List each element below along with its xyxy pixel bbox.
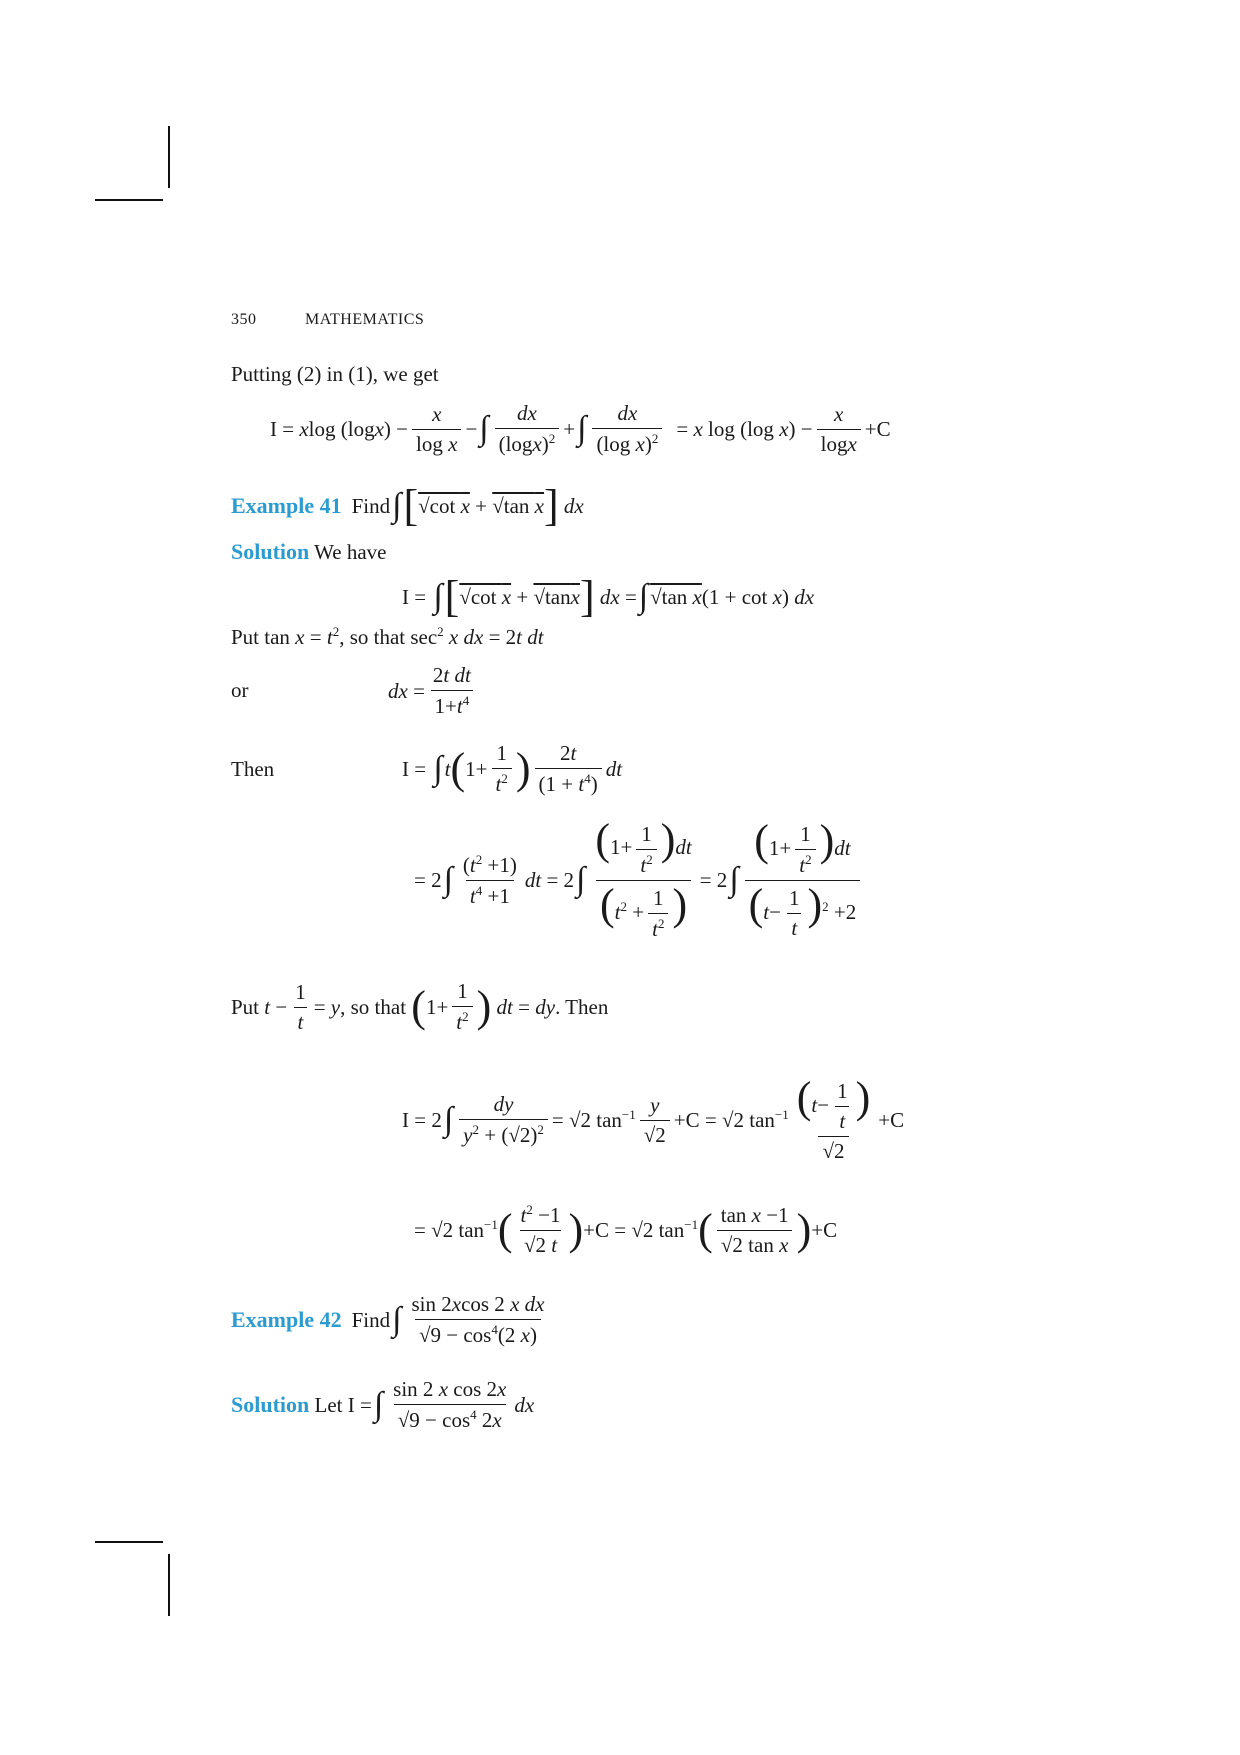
substitution-1: Put $\tan x = t^2$, so that $\sec^2 x$ dx = 2t dt — [231, 624, 544, 649]
example-41-label: Example 41 — [231, 493, 342, 518]
equation-4: I = ∫ t ( 1+ $\frac{1}{t^2}$ ) $\frac{2t}{(1 + t^4)}$ dt — [402, 741, 623, 796]
example-42: Example 42 Find ∫ $\frac{\text{sin 2xcos 2 x dx}}{√9 - \cos^4(2 x)}$ — [231, 1292, 545, 1347]
example-41: Example 41 Find ∫ [ √cot x + √tan x ] dx — [231, 481, 584, 530]
equation-6: I = 2 ∫ $\frac{dy}{y^2 + (√2)^2}$ = √2 $\tan^{-1}$ $\frac{y}{√2}$ +C = √2 $\tan^{-1}$ (t− $\frac{1}{t}$ ) √2 +C — [402, 1072, 905, 1164]
equation-1: I = xlog (logx) − $\frac{x}{\text{log x}}$ − ∫ $\frac{dx}{(\log x)^2}$ + ∫ $\frac{dx}{(\log x)^2}$ = x log (log x) − $\frac{x}{\log x}$ +C — [270, 401, 891, 456]
example-42-label: Example 42 — [231, 1307, 342, 1332]
equation-5: = 2 ∫ $\frac{(t^2 +1)}{t^4 +1}$ dt = 2 ∫ (1+ $\frac{1}{t^2}$ )dt ($t^2$ + $\frac{1}{t^2}$ ) = 2 ∫ (1+ $\frac{1}{t^2}$ )dt (t− $\frac{1}{t}$ )$^2$ +2 — [414, 820, 864, 940]
intro-text: Putting (2) in (1), we get — [231, 362, 439, 386]
solution-41-label: Solution — [231, 539, 310, 564]
crop-mark — [168, 126, 170, 188]
crop-mark — [95, 1541, 163, 1543]
crop-mark — [95, 199, 163, 201]
substitution-2: Put t − $\frac{1}{t}$ = y, so that ( 1+ $\frac{1}{t^2}$ ) dt = dy. Then — [231, 979, 609, 1034]
solution-41: Solution We have — [231, 539, 387, 564]
solution-42-label: Solution — [231, 1392, 310, 1417]
equation-3: dx = $\frac{\text{2t dt}}{1+t^4}$ — [388, 660, 479, 722]
equation-7: = √2 $\tan^{-1}$ ( $\frac{t^2 -1}{√2 t}$ ) +C = √2 $\tan^{-1}$ ( $\frac{\text{tan x −1}}{\text{√2 tan x}}$ ) +C — [414, 1202, 838, 1257]
running-title: MATHEMATICS — [305, 311, 425, 328]
then-label: Then — [231, 757, 275, 781]
crop-mark — [168, 1554, 170, 1616]
page-number: 350 — [231, 311, 257, 328]
or-label: or — [231, 678, 249, 702]
solution-42: Solution Let I = ∫ $\frac{\text{sin 2 x cos 2x}}{√9 - \cos^4 2x}$ dx — [231, 1377, 535, 1432]
equation-2: I = ∫ [ √cot x + √tanx ] dx = ∫ √tan x (1 + cot x) dx — [402, 572, 815, 621]
